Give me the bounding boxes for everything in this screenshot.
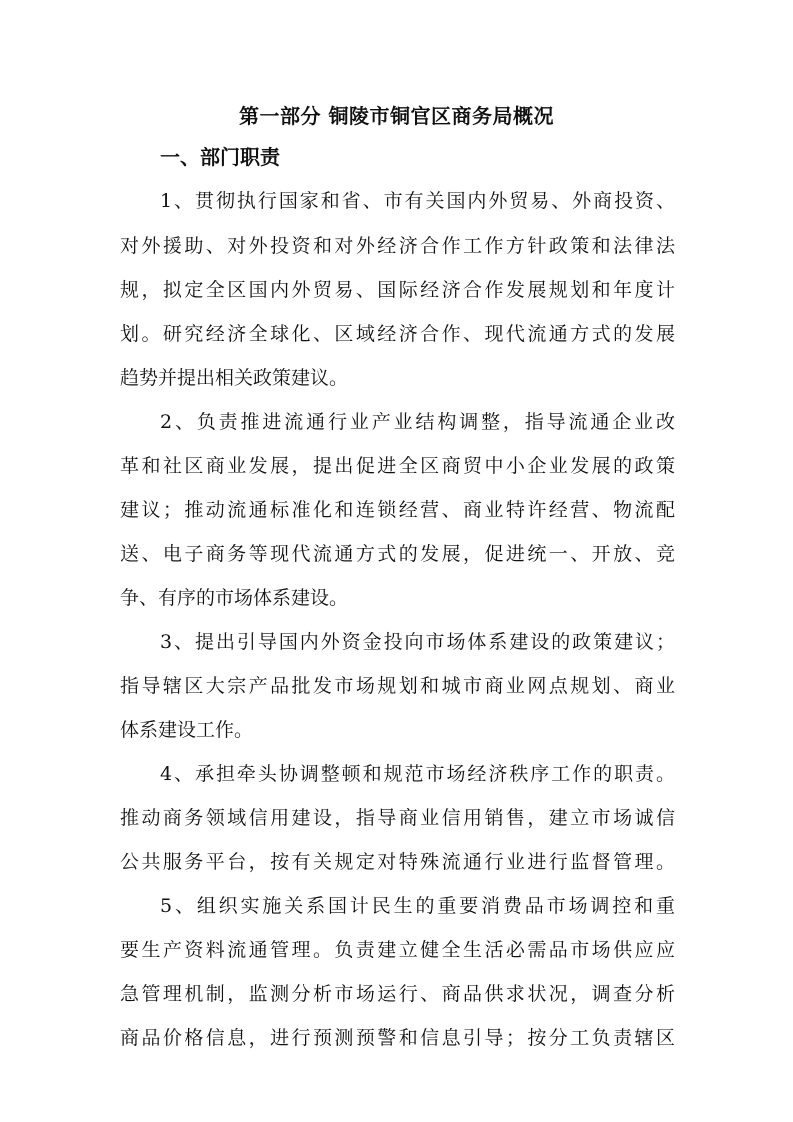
body-text-line: 革和社区商业发展，提出促进全区商贸中小企业发展的政策: [120, 455, 675, 477]
body-text-line: 急管理机制，监测分析市场运行、商品供求状况，调查分析: [120, 983, 675, 1005]
body-text-line: 推动商务领域信用建设，指导商业信用销售，建立市场诚信: [120, 807, 675, 829]
body-text-line: 公共服务平台，按有关规定对特殊流通行业进行监督管理。: [120, 851, 675, 873]
body-text-line: 3、提出引导国内外资金投向市场体系建设的政策建议；: [160, 631, 675, 653]
body-text-line: 商品价格信息，进行预测预警和信息引导；按分工负责辖区: [120, 1027, 675, 1049]
body-text-line: 送、电子商务等现代流通方式的发展，促进统一、开放、竞: [120, 543, 675, 565]
body-text-line: 体系建设工作。: [120, 719, 254, 741]
body-text-line: 4、承担牵头协调整顿和规范市场经济秩序工作的职责。: [160, 763, 675, 785]
section-heading: 一、部门职责: [160, 145, 280, 169]
body-text-line: 规，拟定全区国内外贸易、国际经济合作发展规划和年度计: [120, 279, 675, 301]
body-text-line: 1、贯彻执行国家和省、市有关国内外贸易、外商投资、: [160, 190, 675, 212]
body-text-line: 对外援助、对外投资和对外经济合作工作方针政策和法律法: [120, 235, 675, 257]
body-text-line: 争、有序的市场体系建设。: [120, 587, 349, 609]
body-text-line: 5、组织实施关系国计民生的重要消费品市场调控和重: [160, 895, 675, 917]
body-text-line: 要生产资料流通管理。负责建立健全生活必需品市场供应应: [120, 939, 675, 961]
body-text-line: 指导辖区大宗产品批发市场规划和城市商业网点规划、商业: [120, 675, 675, 697]
body-text-line: 建议；推动流通标准化和连锁经营、商业特许经营、物流配: [120, 499, 675, 521]
document-title: 第一部分 铜陵市铜官区商务局概况: [239, 104, 554, 128]
body-text-line: 划。研究经济全球化、区域经济合作、现代流通方式的发展: [120, 323, 675, 345]
body-text-line: 趋势并提出相关政策建议。: [120, 367, 349, 389]
body-text-line: 2、负责推进流通行业产业结构调整，指导流通企业改: [160, 411, 675, 433]
